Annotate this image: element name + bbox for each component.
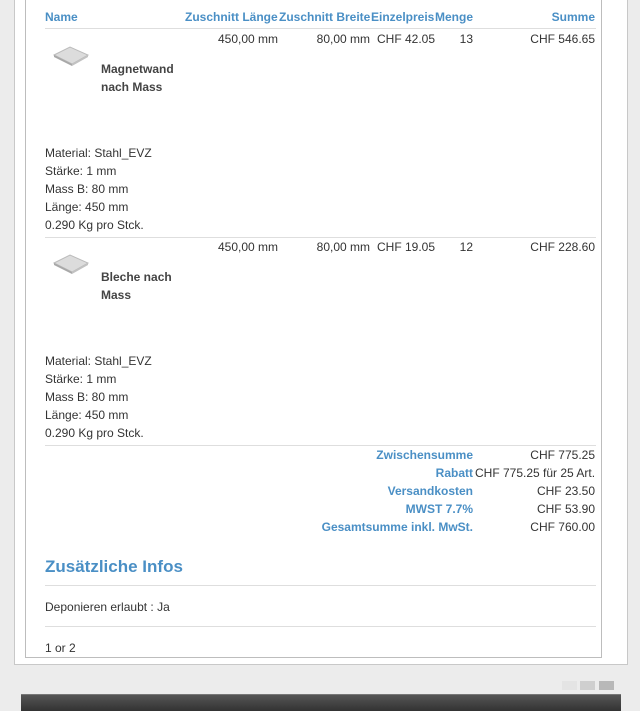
row-unit-price: CHF 42.05	[377, 32, 436, 46]
extra-info-divider	[45, 585, 596, 586]
attr-weight: 0.290 Kg pro Stck.	[45, 426, 144, 440]
product-thumbnail-icon[interactable]	[52, 252, 90, 278]
product-name[interactable]: Magnetwand nach Mass	[101, 62, 174, 94]
row-length: 450,00 mm	[217, 240, 278, 254]
subtotal-value: CHF 775.25	[530, 448, 595, 462]
attr-width: Mass B: 80 mm	[45, 390, 129, 404]
attr-thickness: Stärke: 1 mm	[45, 164, 117, 178]
grand-total-label: Gesamtsumme inkl. MwSt.	[321, 520, 473, 534]
header-quantity: Menge	[435, 10, 474, 24]
deposit-info: Deponieren erlaubt : Ja	[45, 600, 170, 614]
header-length: Zuschnitt Länge	[185, 10, 278, 24]
vat-value: CHF 53.90	[536, 502, 595, 516]
attr-length: Länge: 450 mm	[45, 200, 129, 214]
discount-label: Rabatt	[435, 466, 473, 480]
footer-bar	[21, 694, 621, 711]
header-name: Name	[45, 10, 78, 24]
shipping-value: CHF 23.50	[536, 484, 595, 498]
attr-length: Länge: 450 mm	[45, 408, 129, 422]
pagination-divider	[45, 626, 596, 627]
attr-weight: 0.290 Kg pro Stck.	[45, 218, 144, 232]
attr-material: Material: Stahl_EVZ	[45, 354, 152, 368]
row-divider	[45, 237, 596, 238]
pager-dot[interactable]	[562, 681, 577, 690]
attr-thickness: Stärke: 1 mm	[45, 372, 117, 386]
vat-label: MWST 7.7%	[405, 502, 473, 516]
row-width: 80,00 mm	[316, 32, 370, 46]
grand-total-value: CHF 760.00	[530, 520, 595, 534]
header-total: Summe	[551, 10, 595, 24]
row-total: CHF 228.60	[530, 240, 595, 254]
attr-width: Mass B: 80 mm	[45, 182, 129, 196]
row-unit-price: CHF 19.05	[377, 240, 436, 254]
subtotal-label: Zwischensumme	[376, 448, 473, 462]
header-divider	[45, 28, 596, 29]
pager-dot[interactable]	[580, 681, 595, 690]
product-name[interactable]: Bleche nach Mass	[101, 270, 172, 302]
header-unit-price: Einzelpreis	[371, 10, 435, 24]
totals-divider	[45, 445, 596, 446]
row-total: CHF 546.65	[530, 32, 595, 46]
extra-info-title: Zusätzliche Infos	[45, 557, 183, 576]
pagination-text: 1 or 2	[45, 641, 76, 655]
row-quantity: 12	[459, 240, 473, 254]
product-thumbnail-icon[interactable]	[52, 44, 90, 70]
header-width: Zuschnitt Breite	[279, 10, 371, 24]
row-quantity: 13	[459, 32, 473, 46]
row-width: 80,00 mm	[316, 240, 370, 254]
attr-material: Material: Stahl_EVZ	[45, 146, 152, 160]
shipping-label: Versandkosten	[387, 484, 473, 498]
row-length: 450,00 mm	[217, 32, 278, 46]
pager-dot[interactable]	[599, 681, 614, 690]
discount-value: CHF 775.25 für 25 Art.	[475, 466, 596, 480]
